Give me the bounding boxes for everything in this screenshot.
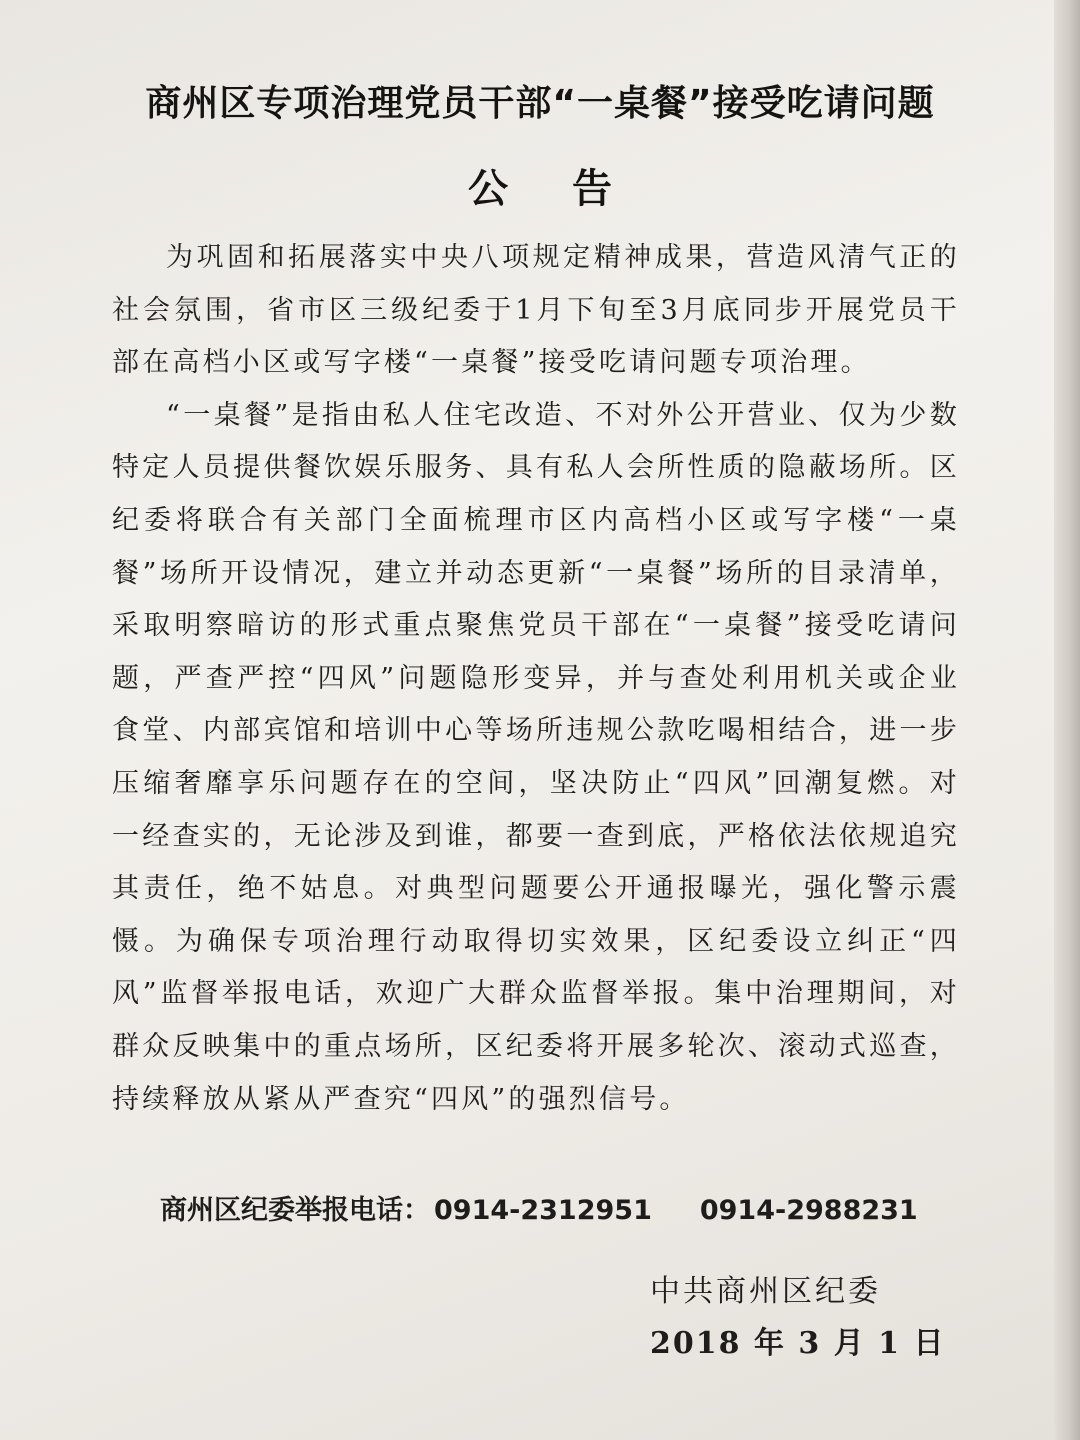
notice-subtitle: 公告 (468, 166, 676, 212)
hotline-label: 商州区纪委举报电话： (160, 1195, 430, 1226)
signature-date: 2018 年 3 月 1 日 (650, 1326, 946, 1361)
signature-org: 中共商州区纪委 (650, 1274, 881, 1309)
hotline-line (160, 1188, 920, 1227)
body-paragraph-2: “一桌餐”是指由私人住宅改造、不对外公开营业、仅为少数特定人员提供餐饮娱乐服务、具有私人会所性质的隐蔽场所。区纪委将联合有关部门全面梳理市区内高档小区或写字楼“一桌餐”场所开设情况，建立并动态更新“一桌餐”场所的目录清单，采取明察暗访的形式重点聚焦党员干部在“一桌餐”接受吃请问题，严查严控“四风”问题隐形变异，并与查处利用机关或企业食堂、内部宾馆和培训中心等场所违规公款吃喝相结合，进一步压缩奢靡享乐问题存在的空间，坚决防止“四风”回潮复燃。对一经查实的，无论涉及到谁，都要一查到底，严格依法依规追究其责任，绝不姑息。对典型问题要公开通报曝光，强化警示震慑。为确保专项治理行动取得切实效果，区纪委设立纠正“四风”监督举报电话，欢迎广大群众监督举报。集中治理期间，对群众反映集中的重点场所，区纪委将开展多轮次、滚动式巡查，持续释放从紧从严查究“四风”的强烈信号。 (112, 399, 960, 1115)
hotline-phone-2: 0914-2988231 (699, 1195, 918, 1226)
notice-title: 商州区专项治理党员干部“一桌餐”接受吃请问题 (145, 83, 935, 124)
body-paragraph-1: 为巩固和拓展落实中央八项规定精神成果，营造风清气正的社会氛围，省市区三级纪委于1月下旬至3月底同步开展党员干部在高档小区或写字楼“一桌餐”接受吃请问题专项治理。 (112, 242, 960, 379)
hotline-phone-1: 0914-2312951 (434, 1195, 652, 1226)
notice-body (112, 232, 960, 1126)
paper-edge-shadow (1054, 0, 1080, 1440)
